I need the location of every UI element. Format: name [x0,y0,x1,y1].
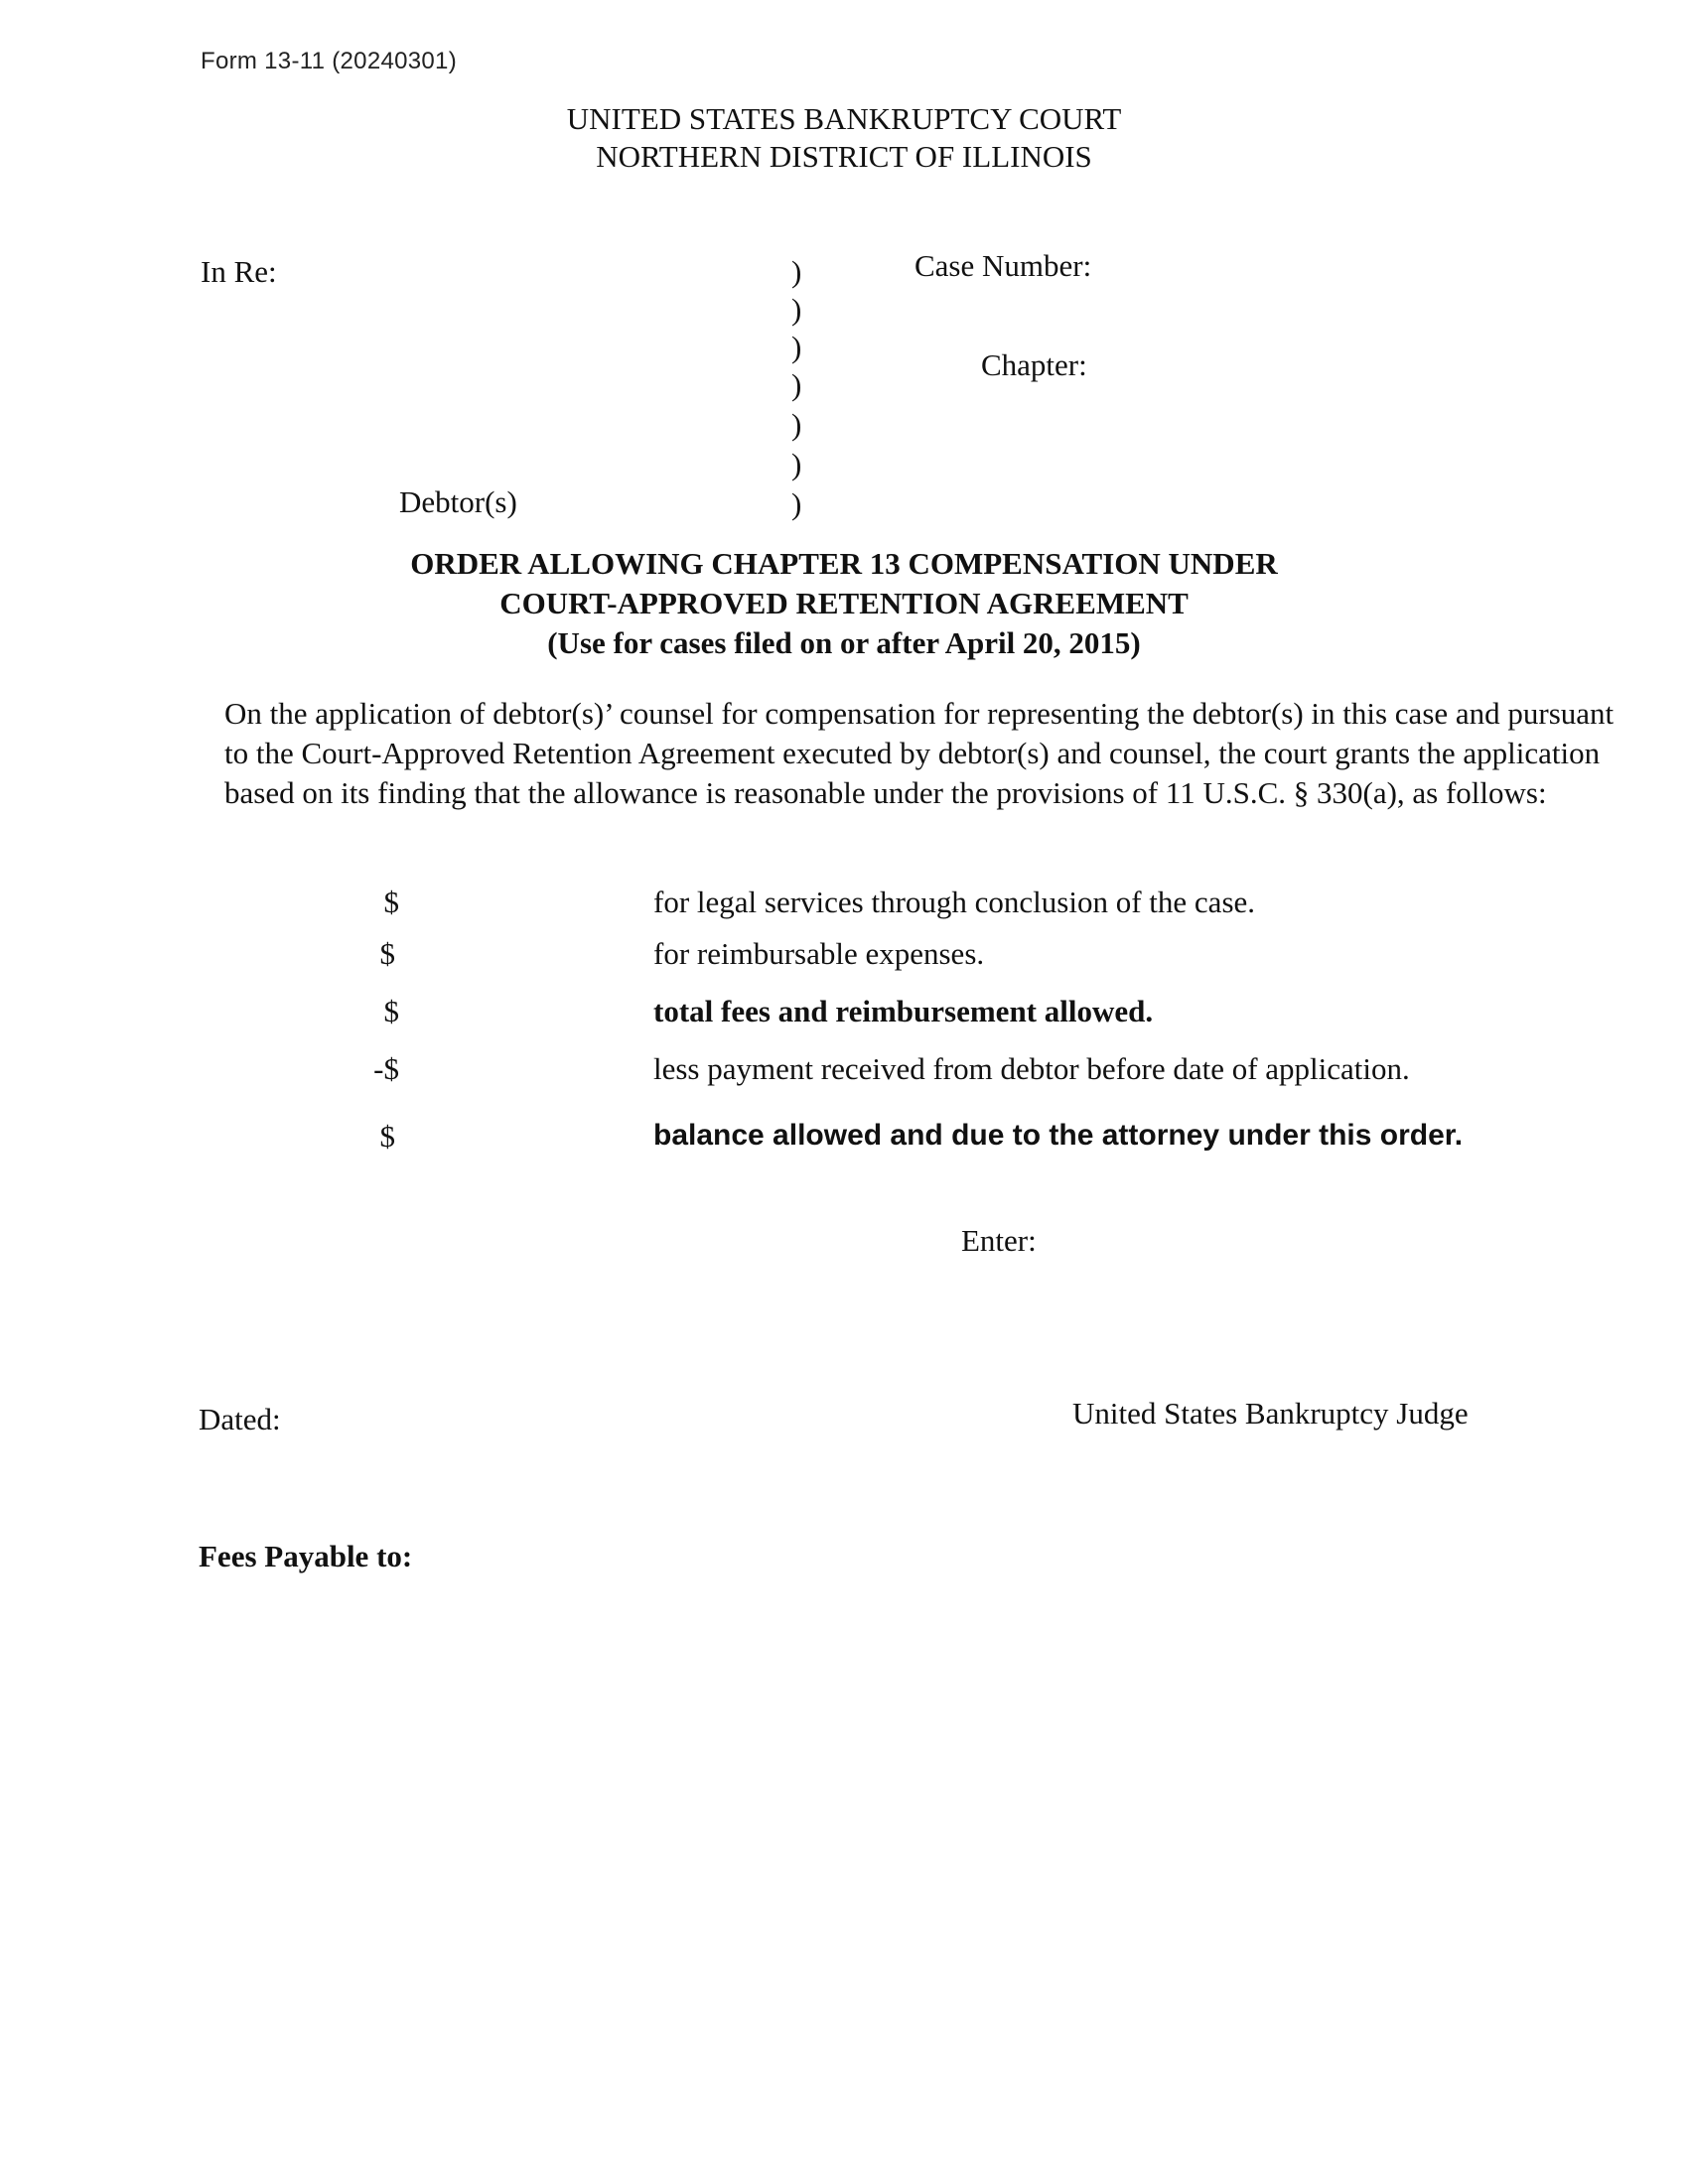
court-district: NORTHERN DISTRICT OF ILLINOIS [596,139,1092,174]
amount-label-balance: balance allowed and due to the attorney under this order. [653,1119,1464,1152]
order-title-line-3: (Use for cases filed on or after April 20, 2015) [547,625,1141,660]
case-number-label: Case Number: [914,248,1092,283]
caption-paren: ) [791,486,802,521]
form-number: Form 13-11 (20240301) [201,48,457,74]
caption-paren: ) [791,254,802,289]
order-title-line-1: ORDER ALLOWING CHAPTER 13 COMPENSATION UNDER [410,546,1278,581]
caption-paren: ) [791,407,802,442]
amount-label-total: total fees and reimbursement allowed. [653,994,1154,1028]
caption-paren: ) [791,330,802,364]
debtors-label: Debtor(s) [399,484,517,519]
amount-symbol-less-payment: -$ [373,1051,399,1086]
amount-symbol-total: $ [383,994,399,1028]
amount-symbol-expenses: $ [379,936,395,971]
dated-label: Dated: [199,1402,281,1436]
fees-payable-label: Fees Payable to: [199,1539,413,1573]
enter-label: Enter: [961,1223,1037,1258]
caption-paren: ) [791,447,802,481]
court-name: UNITED STATES BANKRUPTCY COURT [566,101,1122,136]
amount-symbol-legal-services: $ [383,885,399,919]
caption-paren: ) [791,367,802,402]
caption-paren: ) [791,292,802,327]
in-re-label: In Re: [201,254,277,289]
order-title-line-2: COURT-APPROVED RETENTION AGREEMENT [499,586,1189,620]
amount-label-less-payment: less payment received from debtor before date of application. [653,1051,1410,1086]
judge-signature-label: United States Bankruptcy Judge [1072,1396,1469,1431]
amount-symbol-balance: $ [379,1119,395,1154]
order-body-paragraph: On the application of debtor(s)’ counsel for compensation for representing the debtor(s) in this case and pursuant to the Court-Approved Retention Agreement executed by debtor(s) and counsel, the court grants the application based on its finding that the allowance is reasonable under the provisions of 11 U.S.C. § 330(a), as follows: [224,696,1615,810]
amount-label-expenses: for reimbursable expenses. [653,936,985,971]
chapter-label: Chapter: [981,347,1087,382]
amount-label-legal-services: for legal services through conclusion of the case. [653,885,1256,919]
